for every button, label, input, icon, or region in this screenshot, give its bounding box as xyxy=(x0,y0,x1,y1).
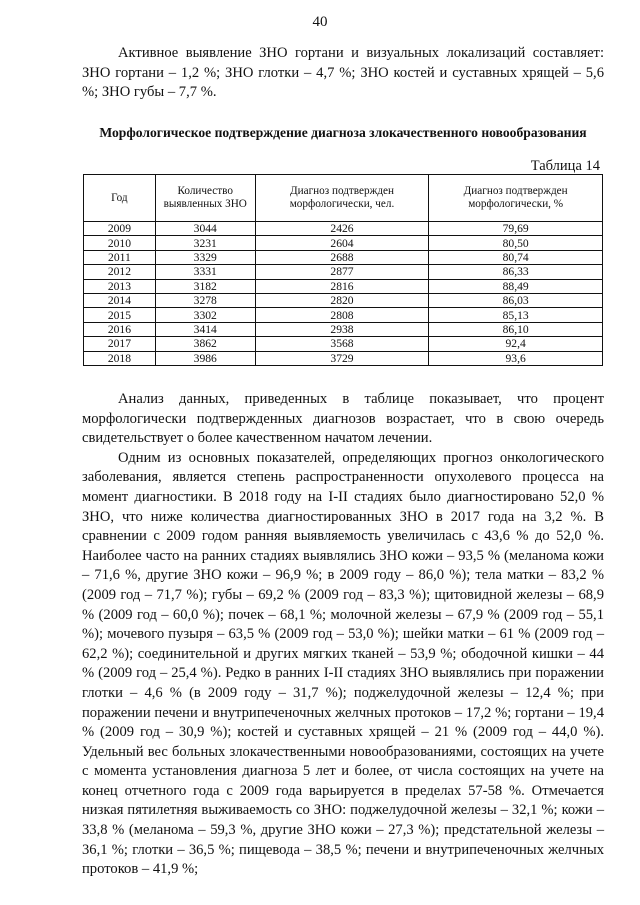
table-row xyxy=(84,265,603,279)
table-cell: 3568 xyxy=(255,337,429,351)
table-cell: 86,10 xyxy=(429,322,603,336)
table-cell: 3729 xyxy=(255,351,429,365)
table-row xyxy=(84,351,603,365)
table-row xyxy=(84,293,603,307)
table-cell: 80,50 xyxy=(429,236,603,250)
table-cell: 2015 xyxy=(84,308,156,322)
intro-paragraph: Активное выявление ЗНО гортани и визуальных локализаций составляет: ЗНО гортани – 1,2 %; ЗНО глотки – 4,7 %; ЗНО костей и суставных хрящей – 5,6 %; ЗНО губы – 7,7 %. xyxy=(82,45,604,100)
table-cell: 2013 xyxy=(84,279,156,293)
table-cell: 86,03 xyxy=(429,293,603,307)
table-cell: 3986 xyxy=(155,351,255,365)
table-cell: 2012 xyxy=(84,265,156,279)
body-text xyxy=(82,390,604,880)
header-year: Год xyxy=(84,175,156,222)
morphology-table xyxy=(83,174,603,366)
table-cell: 3862 xyxy=(155,337,255,351)
header-confirmed-percent: Диагноз подтвержден морфологически, % xyxy=(429,175,603,222)
table-row xyxy=(84,308,603,322)
table-body xyxy=(84,222,603,366)
table-cell: 2816 xyxy=(255,279,429,293)
table-cell: 2688 xyxy=(255,250,429,264)
table-cell: 79,69 xyxy=(429,222,603,236)
table-cell: 93,6 xyxy=(429,351,603,365)
table-title: Морфологическое подтверждение диагноза злокачественного новообразования xyxy=(99,125,587,140)
table-cell: 2426 xyxy=(255,222,429,236)
table-cell: 2938 xyxy=(255,322,429,336)
table-cell: 3231 xyxy=(155,236,255,250)
table-cell: 2877 xyxy=(255,265,429,279)
header-detected-count: Количество выявленных ЗНО xyxy=(155,175,255,222)
table-cell: 3182 xyxy=(155,279,255,293)
table-cell: 2009 xyxy=(84,222,156,236)
table-row xyxy=(84,322,603,336)
table-row xyxy=(84,236,603,250)
table-cell: 86,33 xyxy=(429,265,603,279)
table-cell: 2014 xyxy=(84,293,156,307)
intro-section xyxy=(82,44,604,103)
table-cell: 2011 xyxy=(84,250,156,264)
table-cell: 3302 xyxy=(155,308,255,322)
table-row xyxy=(84,250,603,264)
header-confirmed-persons: Диагноз подтвержден морфологически, чел. xyxy=(255,175,429,222)
table-label: Таблица 14 xyxy=(530,158,600,174)
table-cell: 3414 xyxy=(155,322,255,336)
table-cell: 3278 xyxy=(155,293,255,307)
table-row xyxy=(84,279,603,293)
table-cell: 2604 xyxy=(255,236,429,250)
table-cell: 3331 xyxy=(155,265,255,279)
table-cell: 88,49 xyxy=(429,279,603,293)
table-cell: 92,4 xyxy=(429,337,603,351)
table-cell: 85,13 xyxy=(429,308,603,322)
table-cell: 2820 xyxy=(255,293,429,307)
table-cell: 3044 xyxy=(155,222,255,236)
table-cell: 2017 xyxy=(84,337,156,351)
table-cell: 2018 xyxy=(84,351,156,365)
table-cell: 80,74 xyxy=(429,250,603,264)
analysis-paragraph: Анализ данных, приведенных в таблице показывает, что процент морфологически подтвержденных диагнозов возрастает, что в свою очередь свидетельствует о более качественном начатом лечении. xyxy=(82,391,604,447)
table-row xyxy=(84,222,603,236)
table-cell: 2010 xyxy=(84,236,156,250)
table-cell: 2016 xyxy=(84,322,156,336)
page-number: 40 xyxy=(312,14,328,30)
staging-paragraph: Одним из основных показателей, определяющих прогноз онкологического заболевания, является степень распространенности опухолевого процесса на момент диагностики. В 2018 году на I-II стадиях было диагностировано 52,0 % ЗНО, что ниже количества диагностированных ЗНО в 2017 года на 3,2 %. В сравнении с 2009 годом ранняя выявляемость увеличилась с 43,6 % до 52,0 %. Наиболее часто на ранних стадиях выявлялись ЗНО кожи – 93,5 % (меланома кожи – 71,6 %, другие ЗНО кожи – 96,9 %; в 2009 году – 86,0 %); тела матки – 83,2 % (2009 год – 71,7 %); губы – 69,2 % (2009 год – 83,3 %); щитовидной железы – 68,9 % (2009 год – 60,0 %); почек – 68,1 %; молочной железы – 67,9 % (2009 год – 55,1 %); мочевого пузыря – 63,5 % (2009 год – 53,0 %); шейки матки – 61 % (2009 год – 62,2 %); соединительной и других мягких тканей – 53,9 %; ободочной кишки – 44 % (2009 год – 25,4 %). Редко в ранних I-II стадиях ЗНО выявлялись при поражении глотки – 4,6 % (в 2009 году – 31,7 %); поджелудочной железы – 12,4 %; при поражении печени и внутрипеченочных желчных протоков – 17,2 %; гортани – 19,4 % (2009 год – 30,9 %); костей и суставных хрящей – 21 % (2009 год – 44,0 %). Удельный вес больных злокачественными новообразованиями, состоящих на учете с момента установления диагноза 5 лет и более, от числа состоящих на учете на конец отчетного года с 2009 года варьируется в пределах 57-58 %. Отмечается низкая пятилетняя выживаемость со ЗНО: поджелудочной железы – 32,1 %; кожи – 33,8 % (меланома – 59,3 %, другие ЗНО кожи – 27,3 %); предстательной железы – 36,1 %; глотки – 36,5 %; пищевода – 38,5 %; печени и внутрипеченочных желчных протоков – 41,9 %; xyxy=(82,449,604,878)
table-cell: 2808 xyxy=(255,308,429,322)
table-row xyxy=(84,337,603,351)
table-cell: 3329 xyxy=(155,250,255,264)
table-header-row xyxy=(84,175,603,222)
